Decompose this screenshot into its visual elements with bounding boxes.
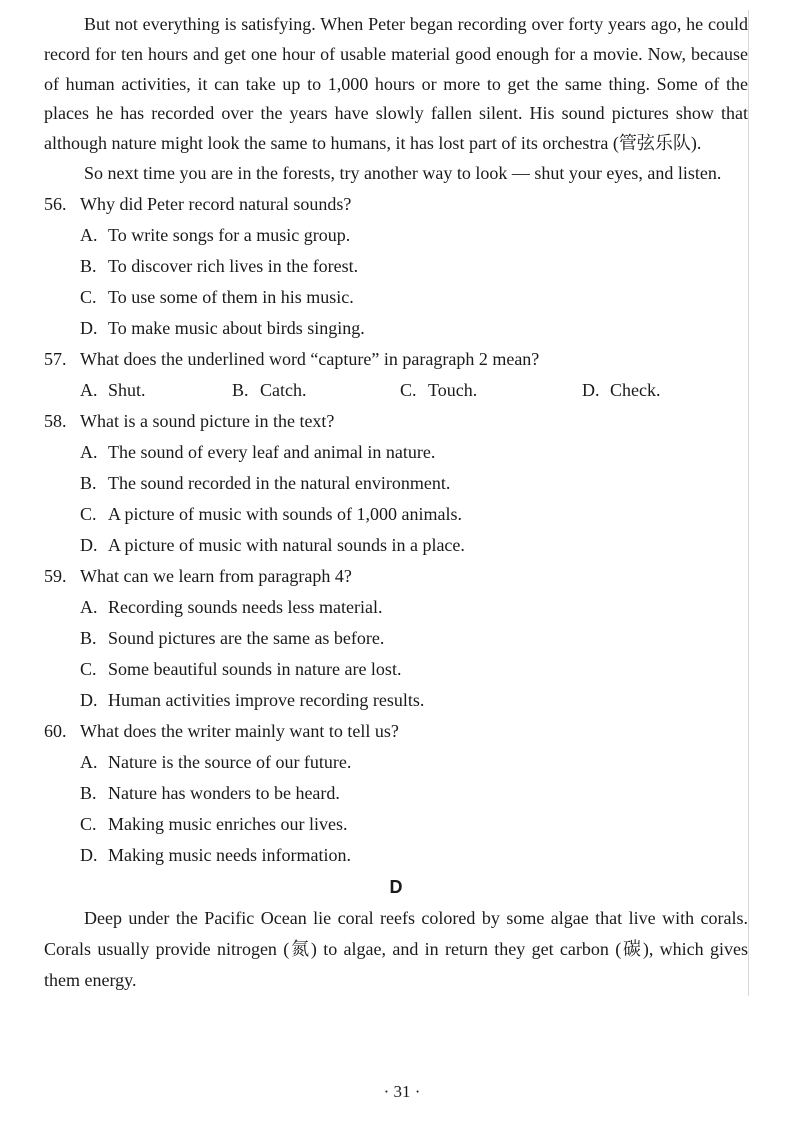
option-d[interactable] bbox=[44, 685, 748, 716]
option-letter: B. bbox=[80, 627, 97, 648]
option-text: Sound pictures are the same as before. bbox=[108, 627, 385, 648]
option-a[interactable] bbox=[44, 220, 748, 251]
option-letter: A. bbox=[80, 441, 98, 462]
option-letter: D. bbox=[80, 317, 98, 338]
option-letter: B. bbox=[80, 472, 97, 493]
option-letter: C. bbox=[80, 813, 97, 834]
option-b[interactable] bbox=[44, 251, 748, 282]
option-text: A picture of music with natural sounds in a place. bbox=[108, 534, 465, 555]
option-letter: C. bbox=[80, 286, 97, 307]
option-d[interactable] bbox=[44, 313, 748, 344]
section-heading-d: D bbox=[389, 876, 403, 897]
option-d[interactable] bbox=[44, 530, 748, 561]
option-c[interactable] bbox=[400, 375, 477, 406]
option-a[interactable] bbox=[80, 375, 146, 406]
option-letter: A. bbox=[80, 751, 98, 772]
option-d[interactable] bbox=[44, 840, 748, 871]
option-b[interactable] bbox=[44, 778, 748, 809]
option-text: Touch. bbox=[428, 379, 478, 400]
option-c[interactable] bbox=[44, 654, 748, 685]
option-d[interactable] bbox=[582, 375, 660, 406]
page-content bbox=[44, 10, 749, 996]
option-letter: D. bbox=[80, 844, 98, 865]
option-b[interactable] bbox=[44, 468, 748, 499]
option-text: To write songs for a music group. bbox=[108, 224, 351, 245]
question-number: 56. bbox=[44, 193, 67, 214]
question-text: Why did Peter record natural sounds? bbox=[80, 193, 352, 214]
option-text: Recording sounds needs less material. bbox=[108, 596, 383, 617]
option-letter: A. bbox=[80, 224, 98, 245]
option-letter: C. bbox=[80, 658, 97, 679]
passage-d-paragraph-1: Deep under the Pacific Ocean lie coral reefs colored by some algae that live with corals. Corals usually provide nitrogen (氮) to algae, and in return they get carbon (碳), which gives them energy. bbox=[44, 907, 748, 990]
question-59 bbox=[44, 561, 748, 716]
question-number: 59. bbox=[44, 565, 67, 586]
option-text: A picture of music with sounds of 1,000 animals. bbox=[108, 503, 462, 524]
option-letter: A. bbox=[80, 379, 98, 400]
question-57 bbox=[44, 344, 748, 406]
question-number: 58. bbox=[44, 410, 67, 431]
option-letter: C. bbox=[400, 379, 417, 400]
option-a[interactable] bbox=[44, 437, 748, 468]
option-text: Some beautiful sounds in nature are lost. bbox=[108, 658, 402, 679]
option-letter: B. bbox=[80, 255, 97, 276]
question-text: What does the underlined word “capture” in paragraph 2 mean? bbox=[80, 348, 540, 369]
option-letter: B. bbox=[80, 782, 97, 803]
question-60 bbox=[44, 716, 748, 871]
option-text: Shut. bbox=[108, 379, 146, 400]
question-stem bbox=[44, 189, 748, 220]
option-letter: C. bbox=[80, 503, 97, 524]
question-number: 60. bbox=[44, 720, 67, 741]
passage-c-paragraph-5: So next time you are in the forests, try another way to look — shut your eyes, and listen. bbox=[84, 162, 722, 183]
page-number: · 31 · bbox=[383, 1082, 421, 1101]
option-c[interactable] bbox=[44, 499, 748, 530]
question-text: What is a sound picture in the text? bbox=[80, 410, 335, 431]
option-text: The sound recorded in the natural environment. bbox=[108, 472, 451, 493]
option-text: Human activities improve recording results. bbox=[108, 689, 425, 710]
option-text: Catch. bbox=[260, 379, 307, 400]
option-text: To use some of them in his music. bbox=[108, 286, 354, 307]
option-a[interactable] bbox=[44, 747, 748, 778]
option-text: Nature has wonders to be heard. bbox=[108, 782, 340, 803]
option-text: Nature is the source of our future. bbox=[108, 751, 352, 772]
question-stem bbox=[44, 406, 748, 437]
question-text: What can we learn from paragraph 4? bbox=[80, 565, 352, 586]
option-letter: A. bbox=[80, 596, 98, 617]
option-b[interactable] bbox=[44, 623, 748, 654]
question-stem bbox=[44, 716, 748, 747]
option-text: Check. bbox=[610, 379, 661, 400]
option-text: Making music needs information. bbox=[108, 844, 351, 865]
question-stem bbox=[44, 344, 748, 375]
option-text: The sound of every leaf and animal in nature. bbox=[108, 441, 436, 462]
option-letter: B. bbox=[232, 379, 249, 400]
options-row bbox=[44, 375, 748, 406]
option-text: To discover rich lives in the forest. bbox=[108, 255, 359, 276]
option-text: To make music about birds singing. bbox=[108, 317, 365, 338]
question-stem bbox=[44, 561, 748, 592]
passage-c-paragraph-4: But not everything is satisfying. When Peter began recording over forty years ago, he could record for ten hours and get one hour of usable material good enough for a movie. Now, because of human activities, it can take up to 1,000 hours or more to get the same thing. Some of the places he has recorded over the years have slowly fallen silent. His sound pictures show that although nature might look the same to humans, it has lost part of its orchestra (管弦乐队). bbox=[44, 14, 748, 154]
option-letter: D. bbox=[80, 689, 98, 710]
question-number: 57. bbox=[44, 348, 67, 369]
option-a[interactable] bbox=[44, 592, 748, 623]
option-text: Making music enriches our lives. bbox=[108, 813, 348, 834]
option-letter: D. bbox=[80, 534, 98, 555]
question-text: What does the writer mainly want to tell us? bbox=[80, 720, 399, 741]
question-58 bbox=[44, 406, 748, 561]
option-b[interactable] bbox=[232, 375, 307, 406]
option-c[interactable] bbox=[44, 809, 748, 840]
question-56 bbox=[44, 189, 748, 344]
option-c[interactable] bbox=[44, 282, 748, 313]
option-letter: D. bbox=[582, 379, 600, 400]
